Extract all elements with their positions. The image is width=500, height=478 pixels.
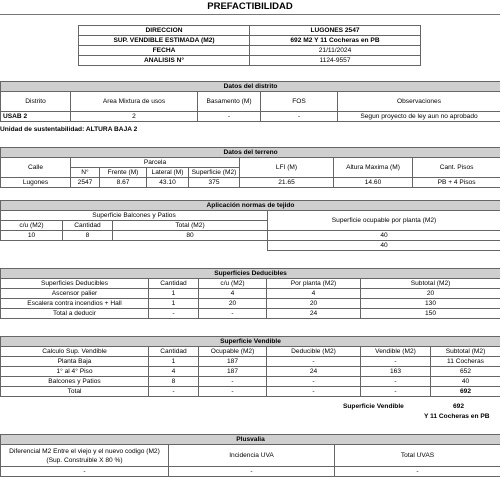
plusvalia-table [0,434,500,477]
table-cell: 20 [267,299,361,309]
table-cell: 163 [361,367,431,377]
table-cell: - [149,387,199,397]
section-title: Aplicación normas de tejido [1,201,500,211]
page-title: PREFACTIBILIDAD [0,0,500,15]
table-cell: 24 [267,367,361,377]
column-header: Por planta (M2) [267,279,361,289]
table-cell: 11 Cocheras [431,357,500,367]
column-header: Parcela [71,158,240,168]
column-header: Altura Maxima (M) [334,158,413,178]
table-cell: 21.65 [240,178,334,188]
column-header: Area Mixtura de usos [71,92,198,112]
column-header: Deducible (M2) [267,347,361,357]
table-cell: - [361,387,431,397]
column-header: Cantidad [63,221,113,231]
column-header: Cantidad [149,279,199,289]
table-cell: Escalera contra incendios + Hall [1,299,149,309]
column-header: FOS [261,92,338,112]
table-cell: 40 [431,377,500,387]
table-cell: 652 [431,367,500,377]
header-table [78,25,421,66]
table-row [1,387,500,397]
column-header: Observaciones [338,92,500,112]
table-cell: 40 [268,241,500,251]
column-header: Basamento (M) [198,92,261,112]
header-value: LUGONES 2547 [250,26,421,36]
table-cell: - [267,387,361,397]
header-label: DIRECCION [79,26,250,36]
table-cell: - [199,309,267,319]
column-header: N° [71,168,100,178]
table-cell: 4 [199,289,267,299]
column-header: Superficie Balcones y Patios [1,211,268,221]
column-header: Subtotal (M2) [431,347,500,357]
table-cell: 4 [149,367,199,377]
table-cell: 1 [149,299,199,309]
section-title: Superficies Deducibles [1,269,500,279]
table-cell: 8.67 [100,178,147,188]
header-value: 692 M2 Y 11 Cocheras en PB [250,36,421,46]
section-title: Datos del terreno [1,148,500,158]
column-header: Superficie (M2) [189,168,240,178]
table-cell: - [361,357,431,367]
table-cell: 4 [267,289,361,299]
table-cell: 1 [149,357,199,367]
table-row [1,309,500,319]
table-cell: 1° al 4° Piso [1,367,149,377]
summary-value: 692 [453,403,465,410]
column-header: Incidencia UVA [169,445,335,467]
summary-extra: Y 11 Cocheras en PB [424,413,490,420]
column-header: Total UVAS [335,445,500,467]
table-cell: - [267,357,361,367]
table-cell: - [199,377,267,387]
table-cell: 24 [267,309,361,319]
table-cell: Ascensor palier [1,289,149,299]
table-cell: - [267,377,361,387]
column-header: LFI (M) [240,158,334,178]
table-row [1,289,500,299]
table-cell: - [169,467,335,477]
column-header: Subtotal (M2) [361,279,500,289]
table-cell: 80 [113,231,268,241]
sustentabilidad-note: Unidad de sustentabilidad: ALTURA BAJA 2 [0,126,138,133]
table-cell: 375 [189,178,240,188]
table-cell: 8 [149,377,199,387]
column-header: Vendible (M2) [361,347,431,357]
column-header: Calculo Sup. Vendible [1,347,149,357]
table-cell: 20 [361,289,500,299]
table-cell: 2547 [71,178,100,188]
table-cell: - [198,112,261,122]
table-cell: 1 [149,289,199,299]
table-cell: PB + 4 Pisos [413,178,500,188]
column-header: Superficie ocupable por planta (M2) [268,211,500,231]
column-header: Diferencial M2 Entre el viejo y el nuevo codigo (M2) (Sup. Construible X 80 %) [1,445,169,467]
table-cell: 187 [199,367,267,377]
section-title: Datos del distrito [1,82,500,92]
table-cell: 130 [361,299,500,309]
column-header: Total (M2) [113,221,268,231]
table-cell: Total [1,387,149,397]
column-header: c/u (M2) [1,221,63,231]
table-cell: Lugones [1,178,71,188]
header-value: 21/11/2024 [250,46,421,56]
deducibles-table [0,268,500,319]
table-cell: 8 [63,231,113,241]
column-header: Lateral (M) [147,168,189,178]
table-row [1,299,500,309]
table-cell: Planta Baja [1,357,149,367]
vendible-table [0,336,500,397]
table-cell: 150 [361,309,500,319]
table-cell: 43.10 [147,178,189,188]
section-title: Superficie Vendible [1,337,500,347]
table-cell: 40 [268,231,500,241]
column-header: Cant. Pisos [413,158,500,178]
table-cell: USAB 2 [1,112,71,122]
table-cell: - [361,377,431,387]
column-header: Calle [1,158,71,178]
column-header: Frente (M) [100,168,147,178]
column-header: Ocupable (M2) [199,347,267,357]
table-cell: 14.60 [334,178,413,188]
table-row [1,367,500,377]
header-value: 1124-9557 [250,56,421,66]
table-cell: 692 [431,387,500,397]
header-label: ANALISIS N° [79,56,250,66]
header-label: SUP. VENDIBLE ESTIMADA (M2) [79,36,250,46]
table-row [1,377,500,387]
section-title: Plusvalia [1,435,500,445]
table-cell: Balcones y Patios [1,377,149,387]
tejido-table [0,200,500,251]
terreno-table [0,147,500,188]
summary-label: Superficie Vendible [343,403,404,410]
column-header: Distrito [1,92,71,112]
table-cell: - [149,309,199,319]
table-cell: - [1,467,169,477]
table-cell: 10 [1,231,63,241]
table-cell: - [199,387,267,397]
table-cell: - [261,112,338,122]
table-cell: 2 [71,112,198,122]
column-header: Superficies Deducibles [1,279,149,289]
column-header: c/u (M2) [199,279,267,289]
table-cell: 187 [199,357,267,367]
table-row [1,357,500,367]
distrito-table [0,81,500,122]
table-cell: Total a deducir [1,309,149,319]
header-label: FECHA [79,46,250,56]
table-cell: - [335,467,500,477]
table-cell: 20 [199,299,267,309]
column-header: Cantidad [149,347,199,357]
table-cell: Segun proyecto de ley aun no aprobado [338,112,500,122]
